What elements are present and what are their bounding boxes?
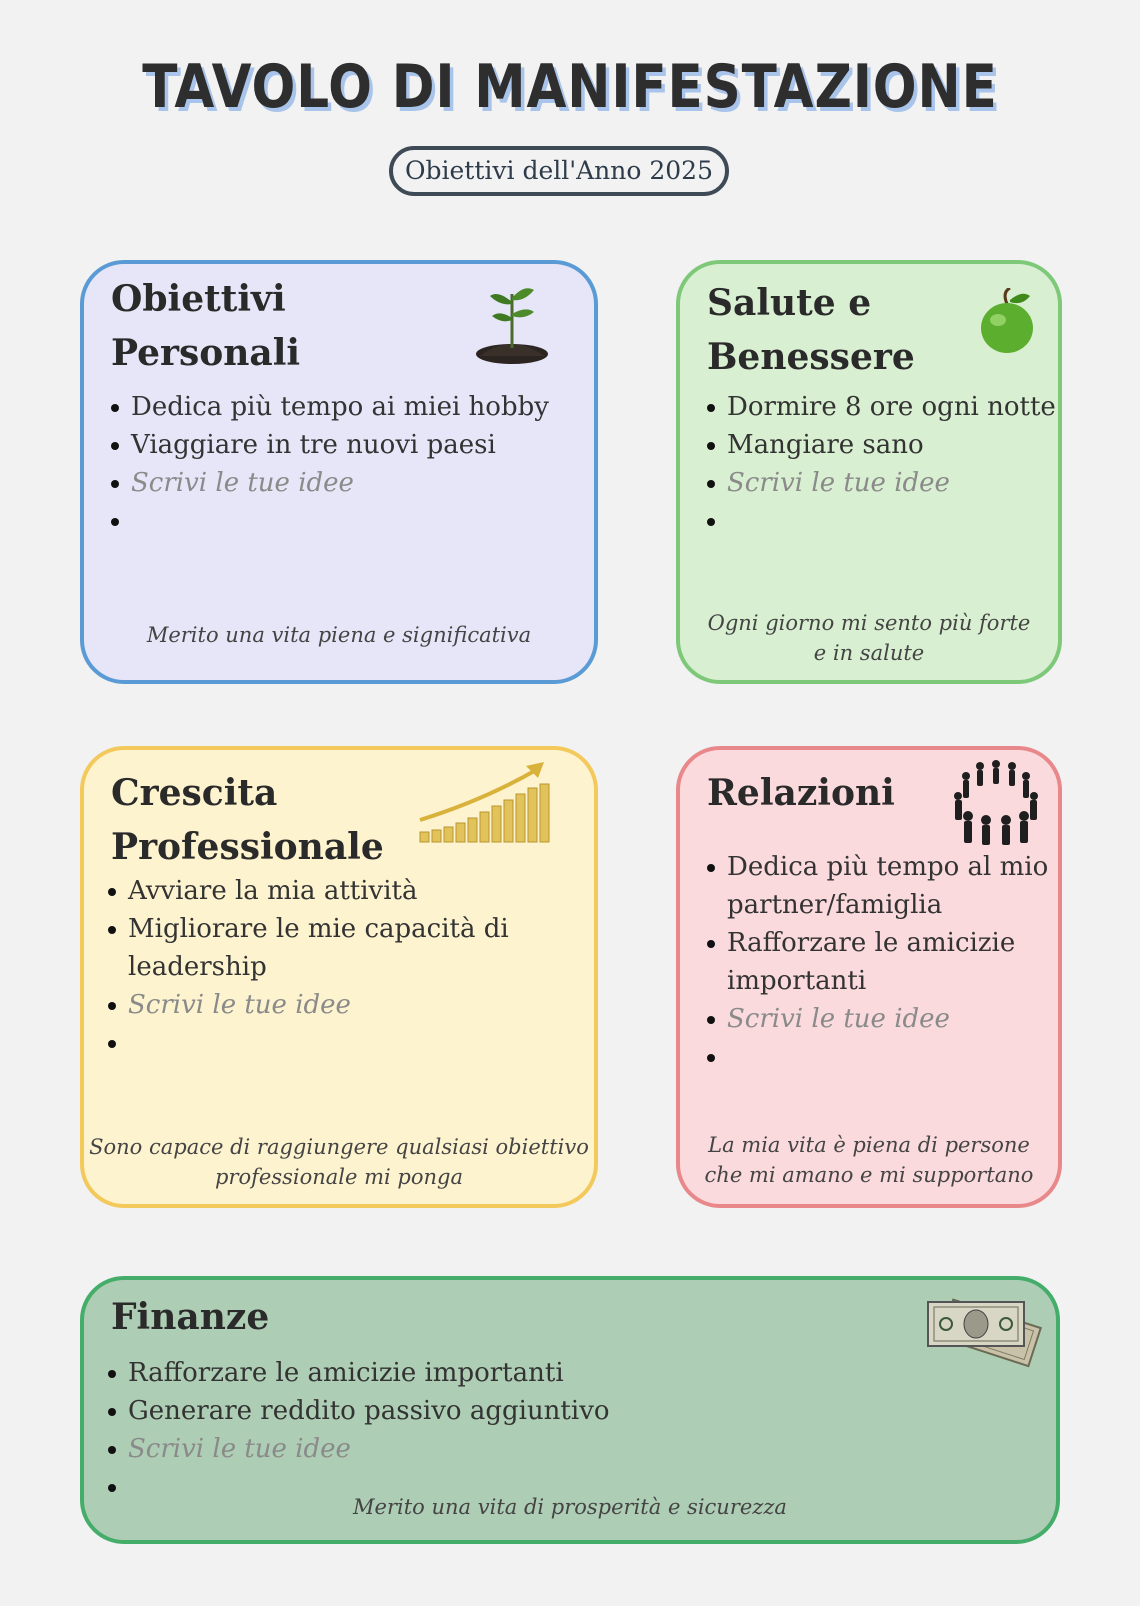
list-item-continuation: partner/famiglia xyxy=(727,890,943,920)
empty-list-item[interactable] xyxy=(128,1024,598,1062)
list-item: Generare reddito passivo aggiuntivo xyxy=(128,1392,1028,1430)
list-item: Dormire 8 ore ogni notte xyxy=(727,388,1067,426)
list-item-continuation: importanti xyxy=(727,966,867,996)
list-item: Avviare la mia attività xyxy=(128,872,598,910)
empty-list-item[interactable] xyxy=(727,502,1067,540)
card-finance xyxy=(80,1276,1060,1544)
card-title: Finanze xyxy=(111,1296,270,1338)
sprout-icon xyxy=(472,282,552,366)
empty-list-item[interactable] xyxy=(131,502,601,540)
placeholder-item[interactable]: Scrivi le tue idee xyxy=(128,1430,1028,1468)
people-circle-icon xyxy=(950,756,1042,846)
page-title: TAVOLO DI MANIFESTAZIONE xyxy=(142,52,998,122)
card-health xyxy=(676,260,1062,684)
list-item: Rafforzare le amicizie xyxy=(727,924,1077,962)
affirmation: La mia vita è piena di persone che mi amano e mi supportano xyxy=(704,1133,1034,1187)
card-relations xyxy=(676,746,1062,1208)
affirmation: Sono capace di raggiungere qualsiasi obiettivo professionale mi ponga xyxy=(89,1135,589,1189)
card-career xyxy=(80,746,598,1208)
affirmation: Merito una vita di prosperità e sicurezza xyxy=(353,1495,787,1519)
list-item: Dedica più tempo ai miei hobby xyxy=(131,388,601,426)
list-item-continuation: leadership xyxy=(128,952,267,982)
goal-list xyxy=(106,872,598,1062)
placeholder-item[interactable]: Scrivi le tue idee xyxy=(131,464,601,502)
card-title: Crescita Professionale xyxy=(111,772,384,868)
goal-list xyxy=(106,1354,1028,1506)
affirmation: Ogni giorno mi sento più forte e in salute xyxy=(707,611,1031,665)
list-item: Dedica più tempo al mio xyxy=(727,848,1077,886)
empty-list-item[interactable] xyxy=(727,1038,1077,1076)
apple-icon xyxy=(978,288,1036,354)
placeholder-item[interactable]: Scrivi le tue idee xyxy=(727,464,1067,502)
list-item: Migliorare le mie capacità di xyxy=(128,910,598,948)
card-title: Obiettivi Personali xyxy=(111,278,301,374)
list-item: Rafforzare le amicizie importanti xyxy=(128,1354,1028,1392)
card-title: Salute e Benessere xyxy=(707,282,915,378)
placeholder-item[interactable]: Scrivi le tue idee xyxy=(727,1000,1077,1038)
placeholder-item[interactable]: Scrivi le tue idee xyxy=(128,986,598,1024)
card-personal-goals xyxy=(80,260,598,684)
card-title: Relazioni xyxy=(707,772,895,814)
affirmation: Merito una vita piena e significativa xyxy=(146,623,532,647)
growth-chart-icon xyxy=(414,760,560,850)
goal-list xyxy=(109,388,601,540)
list-item: Mangiare sano xyxy=(727,426,1067,464)
list-item: Viaggiare in tre nuovi paesi xyxy=(131,426,601,464)
year-badge: Obiettivi dell'Anno 2025 xyxy=(389,146,729,196)
goal-list xyxy=(705,388,1067,540)
goal-list xyxy=(705,848,1077,1076)
